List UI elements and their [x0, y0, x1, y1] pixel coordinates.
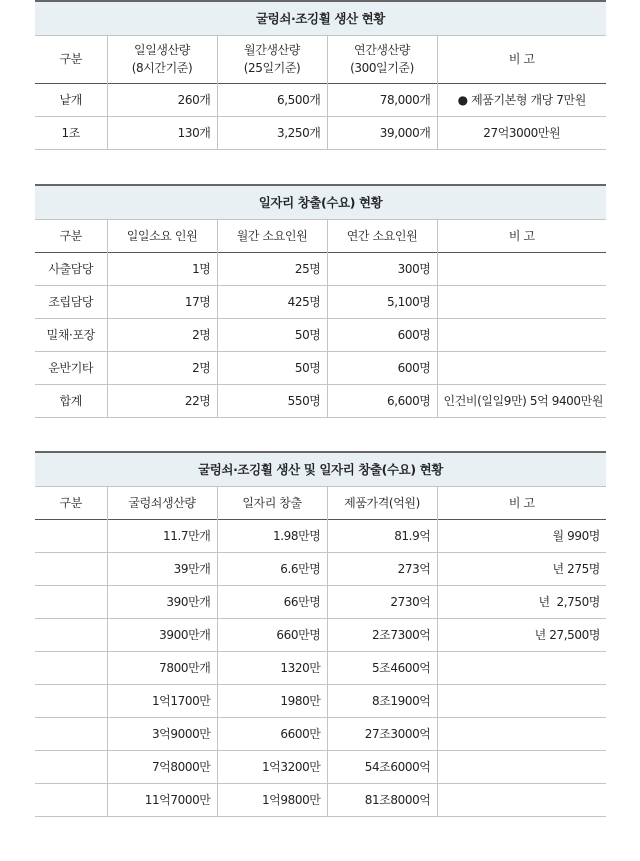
table-cell: 2조7300억	[327, 618, 437, 651]
table-cell: 1억1700만	[107, 684, 217, 717]
table-cell: 7억8000만	[107, 750, 217, 783]
table-cell: 17명	[107, 285, 217, 318]
table-cell: 3,250개	[217, 116, 327, 149]
table-cell: 600명	[327, 351, 437, 384]
table-cell: 7800만개	[107, 651, 217, 684]
note-cell	[437, 684, 606, 717]
row-label-cell: 밀채·포장	[46, 328, 95, 342]
table-cell: 1억9800만	[217, 783, 327, 816]
row-label-cell: 낱개	[59, 93, 82, 107]
note-cell	[437, 351, 606, 384]
table-header-row	[35, 219, 606, 252]
column-header	[217, 35, 327, 83]
table-cell: 3억9000만	[107, 717, 217, 750]
column-header-label: 일일생산량 (8시간기준)	[131, 43, 193, 75]
table-cell: 6.6만명	[217, 552, 327, 585]
row-label-cell	[35, 585, 107, 618]
note-cell: 년 2,750명	[437, 585, 606, 618]
column-header-label: 연간생산량 (300일기준)	[350, 43, 414, 75]
note-cell	[437, 252, 606, 285]
table-title-row	[35, 1, 606, 35]
table-cell: 11억7000만	[107, 783, 217, 816]
row-label-cell	[35, 717, 107, 750]
column-header: 비 고	[437, 486, 606, 519]
table-cell: 260개	[107, 83, 217, 116]
table-cell: 660만명	[217, 618, 327, 651]
table-cell: 1.98만명	[217, 519, 327, 552]
table-title: 일자리 창출(수요) 현황	[258, 195, 383, 211]
row-label-cell: 운반기타	[48, 361, 94, 375]
table-cell: 39,000개	[327, 116, 437, 149]
table-cell: 22명	[107, 384, 217, 417]
note-cell	[437, 285, 606, 318]
table-cell: 27조3000억	[327, 717, 437, 750]
column-header	[107, 35, 217, 83]
table-cell: 2명	[107, 318, 217, 351]
job-creation-table	[35, 184, 606, 418]
table-title-row	[35, 185, 606, 219]
note-cell: 년 275명	[437, 552, 606, 585]
table-cell: 1320만	[217, 651, 327, 684]
column-header-label: 구분	[59, 52, 82, 66]
row-label-cell	[35, 684, 107, 717]
table-row	[35, 116, 606, 149]
column-header: 월간 소요인원	[217, 219, 327, 252]
column-header	[327, 35, 437, 83]
column-header: 일자리 창출	[217, 486, 327, 519]
table-cell: 81.9억	[327, 519, 437, 552]
table-cell: 25명	[217, 252, 327, 285]
column-header	[35, 35, 107, 83]
table-row	[35, 750, 606, 783]
note-cell: 월 990명	[437, 519, 606, 552]
table-row	[35, 783, 606, 816]
table-cell: 2730억	[327, 585, 437, 618]
table-row	[35, 684, 606, 717]
row-label-cell	[35, 783, 107, 816]
table-cell: 130개	[107, 116, 217, 149]
column-header: 연간 소요인원	[327, 219, 437, 252]
table-cell: 54조6000억	[327, 750, 437, 783]
column-header	[437, 35, 606, 83]
table-row	[35, 83, 606, 116]
table-row	[35, 651, 606, 684]
table-cell: 1억3200만	[217, 750, 327, 783]
table-cell: 390만개	[107, 585, 217, 618]
table-cell: 8조1900억	[327, 684, 437, 717]
table-row	[35, 717, 606, 750]
table-cell: 600명	[327, 318, 437, 351]
table-cell: 6600만	[217, 717, 327, 750]
note-cell: ● 제품기본형 개당 7만원	[437, 83, 606, 116]
table-cell: 66만명	[217, 585, 327, 618]
row-label-cell	[35, 750, 107, 783]
table-row	[35, 585, 606, 618]
table-cell: 2명	[107, 351, 217, 384]
note-cell	[437, 750, 606, 783]
production-status-table	[35, 0, 606, 150]
table-cell: 300명	[327, 252, 437, 285]
row-label-cell: 1조	[61, 126, 80, 140]
column-header: 굴렁쇠생산량	[107, 486, 217, 519]
table-cell: 81조8000억	[327, 783, 437, 816]
table-cell: 50명	[217, 351, 327, 384]
column-header: 구분	[59, 495, 82, 510]
row-label-cell	[35, 618, 107, 651]
note-cell	[437, 651, 606, 684]
column-header: 비 고	[437, 219, 606, 252]
table-cell: 6,600명	[327, 384, 437, 417]
column-header: 일일소요 인원	[107, 219, 217, 252]
note-cell	[437, 783, 606, 816]
table-cell: 78,000개	[327, 83, 437, 116]
table-header-row	[35, 35, 606, 83]
table-row	[35, 552, 606, 585]
table-title: 굴렁쇠·조깅휠 생산 및 일자리 창출(수요) 현황	[198, 462, 443, 478]
row-label-cell	[35, 552, 107, 585]
table-row	[35, 285, 606, 318]
table-cell: 5조4600억	[327, 651, 437, 684]
table-cell: 1명	[107, 252, 217, 285]
column-header: 제품가격(억원)	[327, 486, 437, 519]
note-cell	[437, 318, 606, 351]
table-cell: 6,500개	[217, 83, 327, 116]
production-and-jobs-table	[35, 451, 606, 817]
table-cell: 50명	[217, 318, 327, 351]
row-label-cell: 조립담당	[48, 295, 94, 309]
table-cell: 550명	[217, 384, 327, 417]
table-title: 굴렁쇠·조깅휠 생산 현황	[255, 11, 385, 27]
row-label-cell	[35, 519, 107, 552]
note-cell: 27억3000만원	[437, 116, 606, 149]
note-cell	[437, 717, 606, 750]
table-row	[35, 252, 606, 285]
table-cell: 3900만개	[107, 618, 217, 651]
table-cell: 5,100명	[327, 285, 437, 318]
note-cell: 년 27,500명	[437, 618, 606, 651]
table-cell: 1980만	[217, 684, 327, 717]
table-header-row	[35, 486, 606, 519]
column-header: 구분	[59, 228, 82, 243]
table-cell: 273억	[327, 552, 437, 585]
table-cell: 11.7만개	[107, 519, 217, 552]
table-row	[35, 618, 606, 651]
table-total-row	[35, 384, 606, 417]
table-title-row	[35, 452, 606, 486]
table-row	[35, 519, 606, 552]
row-label-cell: 사출담당	[48, 262, 94, 276]
table-row	[35, 351, 606, 384]
row-label-cell	[35, 651, 107, 684]
table-cell: 39만개	[107, 552, 217, 585]
column-header-label: 월간생산량 (25일기준)	[243, 43, 301, 75]
column-header-label: 비 고	[508, 52, 535, 66]
table-row	[35, 318, 606, 351]
table-cell: 425명	[217, 285, 327, 318]
row-label-cell: 합계	[59, 394, 82, 408]
note-cell: 인건비(일일9만) 5억 9400만원	[437, 384, 606, 417]
